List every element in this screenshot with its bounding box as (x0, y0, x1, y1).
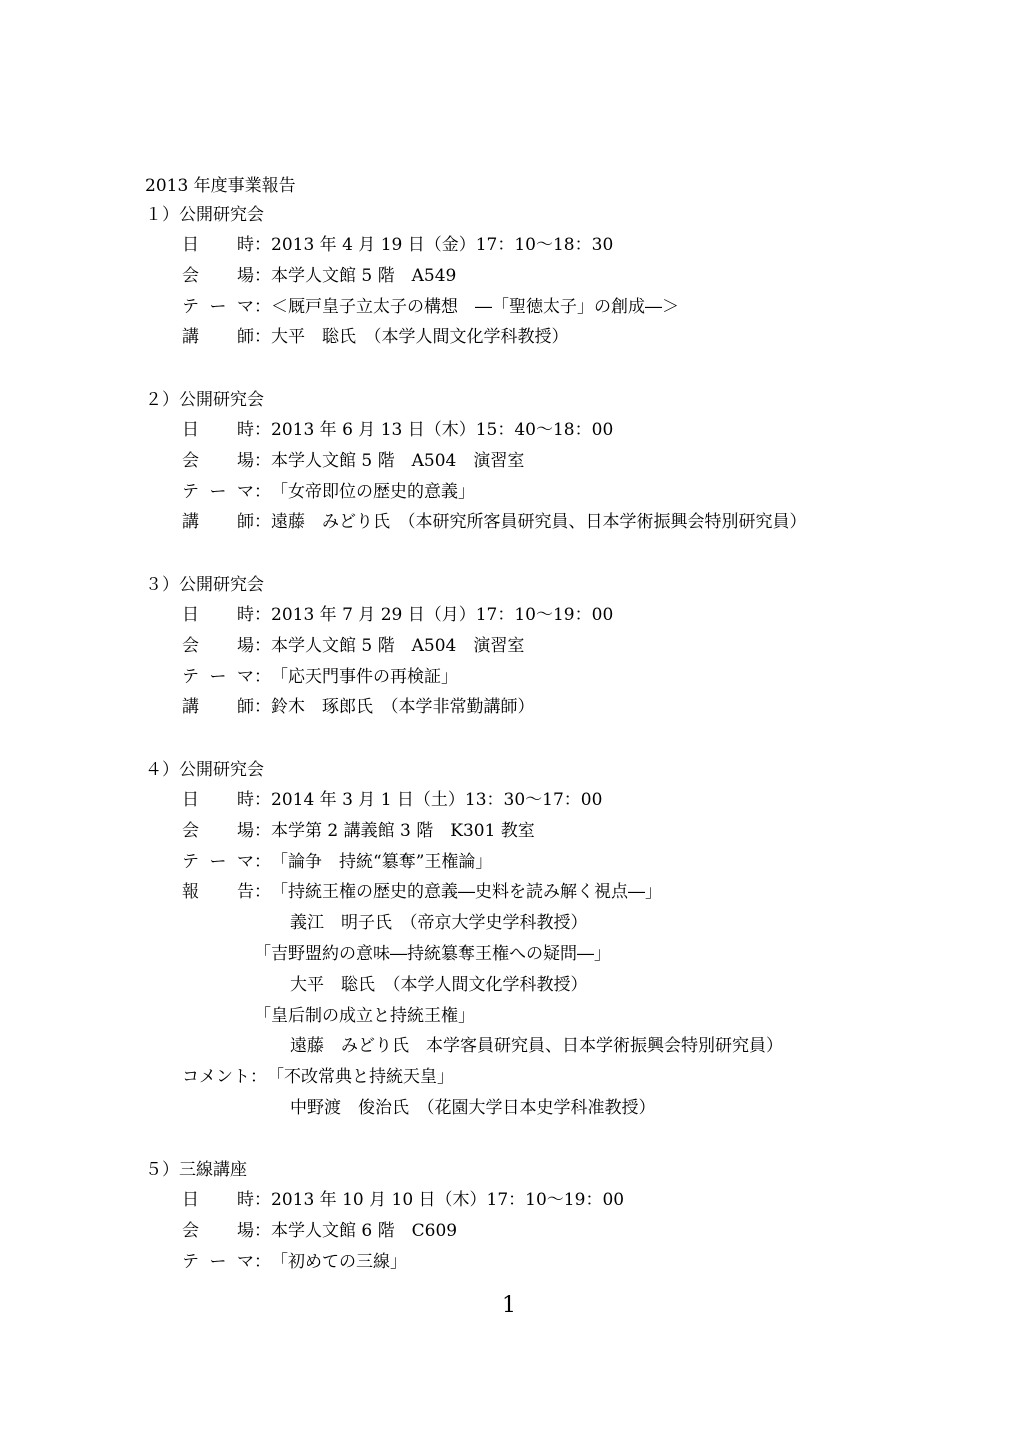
page-number: 1 (502, 1293, 516, 1318)
date-label: 日 時 (182, 420, 254, 440)
venue-value: 本学人文館 5 階 A504 演習室 (271, 450, 525, 471)
section-4 (145, 755, 783, 1124)
theme-value: ＜厩戸皇子立太子の構想 ―「聖徳太子」の創成―＞ (271, 296, 679, 317)
theme-row (145, 847, 783, 878)
venue-row (145, 816, 783, 847)
separator: ： (254, 235, 271, 255)
date-value: 2013 年 7 月 29 日（月）17：10～19：00 (271, 605, 614, 625)
date-row (145, 785, 783, 816)
separator: ： (254, 851, 271, 872)
venue-row (145, 446, 807, 477)
date-label: 日 時 (182, 790, 254, 810)
page-title: 2013 年度事業報告 (145, 176, 296, 196)
separator: ： (254, 666, 271, 687)
speaker-value: 鈴木 琢郎氏 （本学非常勤講師） (271, 697, 535, 718)
section-1 (145, 200, 679, 353)
section-heading: １）公開研究会 (145, 205, 264, 225)
venue-label: 会 場 (182, 450, 254, 471)
separator: ： (254, 790, 271, 810)
comment-speaker: 中野渡 俊治氏 （花園大学日本史学科准教授） (290, 1097, 656, 1118)
venue-label: 会 場 (182, 820, 254, 841)
speaker-label: 講 師 (182, 327, 254, 348)
report-title: 「皇后制の成立と持統王権」 (254, 1005, 475, 1026)
section-2 (145, 385, 807, 538)
separator: ： (254, 481, 271, 502)
venue-label: 会 場 (182, 1220, 254, 1241)
report-label: 報 告 (182, 882, 254, 903)
theme-label: テーマ (182, 851, 254, 872)
comment-label: コメント (182, 1067, 250, 1088)
date-row (145, 1185, 624, 1216)
section-heading: ５）三線講座 (145, 1160, 247, 1180)
separator: ： (254, 296, 271, 317)
date-value: 2013 年 6 月 13 日（木）15：40～18：00 (271, 420, 614, 440)
venue-row (145, 631, 613, 662)
report-title: 「吉野盟約の意味―持統簒奪王権への疑問―」 (254, 943, 611, 964)
separator: ： (254, 605, 271, 625)
section-heading: ４）公開研究会 (145, 760, 264, 780)
date-row (145, 415, 807, 446)
section-heading: ２）公開研究会 (145, 390, 264, 410)
venue-value: 本学第 2 講義館 3 階 K301 教室 (271, 820, 535, 841)
section-5 (145, 1155, 624, 1277)
speaker-row (145, 322, 679, 353)
comment-title: 「不改常典と持統天皇」 (267, 1067, 454, 1088)
speaker-value: 大平 聡氏 （本学人間文化学科教授） (271, 327, 569, 348)
date-label: 日 時 (182, 605, 254, 625)
venue-label: 会 場 (182, 265, 254, 286)
date-value: 2013 年 10 月 10 日（木）17：10～19：00 (271, 1190, 625, 1210)
report-speaker: 大平 聡氏 （本学人間文化学科教授） (290, 974, 588, 995)
theme-row (145, 292, 679, 323)
separator: ： (254, 697, 271, 718)
separator: ： (254, 1220, 271, 1241)
separator: ： (254, 1190, 271, 1210)
date-value: 2013 年 4 月 19 日（金）17：10～18：30 (271, 235, 614, 255)
speaker-label: 講 師 (182, 512, 254, 533)
date-value: 2014 年 3 月 1 日（土）13：30～17：00 (271, 790, 603, 810)
theme-row (145, 1247, 624, 1278)
venue-label: 会 場 (182, 635, 254, 656)
theme-value: 「論争 持統“簒奪”王権論」 (271, 851, 493, 872)
theme-label: テーマ (182, 481, 254, 502)
separator: ： (254, 265, 271, 286)
date-label: 日 時 (182, 1190, 254, 1210)
report-speaker: 遠藤 みどり氏 本学客員研究員、日本学術振興会特別研究員） (290, 1036, 783, 1057)
venue-value: 本学人文館 5 階 A504 演習室 (271, 635, 525, 656)
theme-label: テーマ (182, 296, 254, 317)
speaker-row (145, 692, 613, 723)
report-row (145, 877, 783, 908)
section-heading: ３）公開研究会 (145, 575, 264, 595)
theme-label: テーマ (182, 1251, 254, 1272)
venue-row (145, 1216, 624, 1247)
report-speaker: 義江 明子氏 （帝京大学史学科教授） (290, 913, 588, 934)
venue-value: 本学人文館 6 階 C609 (271, 1220, 458, 1241)
separator: ： (254, 820, 271, 841)
separator: ： (254, 635, 271, 656)
report-title: 「持統王権の歴史的意義―史料を読み解く視点―」 (271, 882, 662, 903)
separator: ： (254, 450, 271, 471)
theme-row (145, 662, 613, 693)
speaker-label: 講 師 (182, 697, 254, 718)
date-row (145, 600, 613, 631)
comment-row (145, 1062, 783, 1093)
separator: ： (254, 512, 271, 533)
separator: ： (254, 882, 271, 903)
venue-value: 本学人文館 5 階 A549 (271, 265, 457, 286)
separator: ： (254, 1251, 271, 1272)
speaker-row (145, 507, 807, 538)
theme-label: テーマ (182, 666, 254, 687)
theme-value: 「応天門事件の再検証」 (271, 666, 458, 687)
date-row (145, 230, 679, 261)
separator: ： (250, 1067, 267, 1088)
speaker-value: 遠藤 みどり氏 （本研究所客員研究員、日本学術振興会特別研究員） (271, 512, 807, 533)
separator: ： (254, 327, 271, 348)
separator: ： (254, 420, 271, 440)
theme-value: 「初めての三線」 (271, 1251, 407, 1272)
venue-row (145, 261, 679, 292)
theme-row (145, 477, 807, 508)
theme-value: 「女帝即位の歴史的意義」 (271, 481, 475, 502)
section-3 (145, 570, 613, 723)
date-label: 日 時 (182, 235, 254, 255)
